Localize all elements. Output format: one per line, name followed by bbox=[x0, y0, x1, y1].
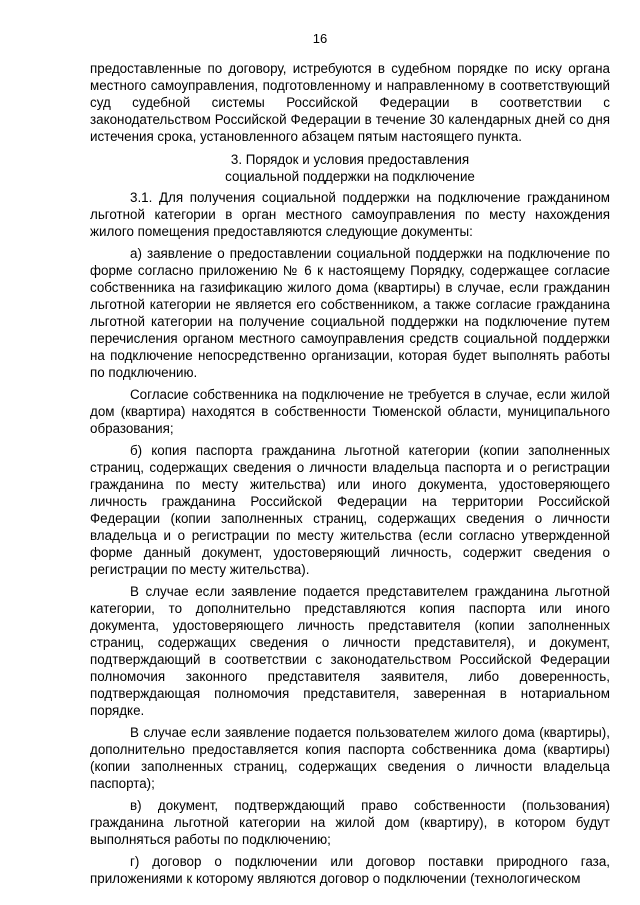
paragraph-item-g: г) договор о подключении или договор поставки природного газа, приложениями к которому являются договор о подключении (технологическом bbox=[90, 854, 610, 886]
paragraph-owner-consent: Согласие собственника на подключение не требуется в случае, если жилой дом (квартира) находятся в собственности Тюменской области, муниципального образования; bbox=[90, 387, 610, 436]
section-heading-line-2: социальной поддержки на подключение bbox=[225, 169, 475, 184]
page-number: 16 bbox=[312, 31, 328, 46]
paragraph-3-1: 3.1. Для получения социальной поддержки на подключение гражданином льготной категории в орган местного самоуправления по месту нахождения жилого помещения предоставляются следующие документы: bbox=[90, 190, 610, 239]
paragraph-user-of-house: В случае если заявление подается пользователем жилого дома (квартиры), дополнительно предоставляется копия паспорта собственника дома (квартиры) (копии заполненных страниц, содержащих сведения о личности владельца паспорта); bbox=[90, 725, 610, 791]
document-body bbox=[90, 60, 610, 887]
section-heading bbox=[90, 151, 610, 185]
paragraph-continuation: предоставленные по договору, истребуются в судебном порядке по иску органа местного самоуправления, подготовленному и направленному в соответствующий суд судебной системы Российской Федерации в соответствии с законодательством Российской Федерации в течение 30 календарных дней со дня истечения срока, установленного абзацем пятым настоящего пункта. bbox=[90, 61, 610, 144]
paragraph-item-v: в) документ, подтверждающий право собственности (пользования) гражданина льготной категории на жилой дом (квартиру), в котором будут выполняться работы по подключению; bbox=[90, 798, 610, 847]
paragraph-item-b: б) копия паспорта гражданина льготной категории (копии заполненных страниц, содержащих сведения о личности владельца паспорта и о регистрации гражданина по месту жительства) или иного документа, удостоверяющего личность гражданина Российской Федерации на территории Российской Федерации (копии заполненных страниц, содержащих сведения о личности владельца и о регистрации по месту жительства (если согласно утвержденной форме данный документ, удостоверяющий личность, содержит сведения о регистрации по месту жительства). bbox=[90, 443, 610, 577]
paragraph-representative: В случае если заявление подается представителем гражданина льготной категории, то дополнительно представляются копия паспорта или иного документа, удостоверяющего личность представителя (копии заполненных страниц, содержащих сведения о личности представителя), и документ, подтверждающий в соответствии с законодательством Российской Федерации полномочия законного представителя заявителя, либо доверенность, подтверждающая полномочия представителя, заверенная в нотариальном порядке. bbox=[90, 584, 610, 718]
section-heading-line-1: 3. Порядок и условия предоставления bbox=[230, 152, 470, 167]
paragraph-item-a: а) заявление о предоставлении социальной поддержки на подключение по форме согласно приложению № 6 к настоящему Порядку, содержащее согласие собственника на газификацию жилого дома (квартиры) в случае, если гражданин льготной категории не является его собственником, а также согласие гражданина льготной категории на получение социальной поддержки на подключение путем перечисления органом местного самоуправления средств социальной поддержки на подключение непосредственно организации, которая будет выполнять работы по подключению. bbox=[90, 246, 610, 380]
